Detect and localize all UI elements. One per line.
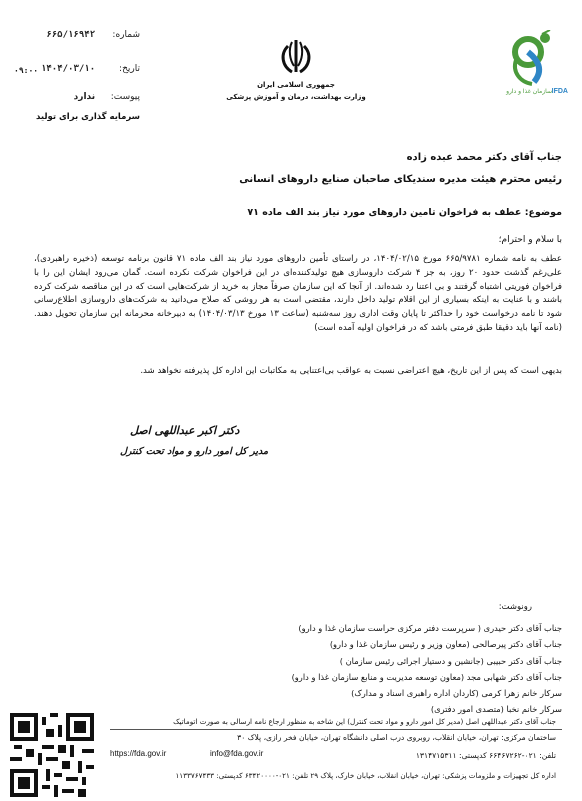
footer-divider <box>110 729 562 730</box>
letter-number-value: ۶۶۵/۱۶۹۴۲ <box>46 30 96 40</box>
cc-item: جناب آقای دکتر حبیبی (جانشین و دستیار اجرائی رئیس سازمان ) <box>339 655 562 666</box>
letter-number-row <box>40 30 140 40</box>
investment-note: سرمایه گذاری برای تولید <box>35 112 140 122</box>
fda-logo <box>498 30 568 100</box>
letter-subject: موضوع: عطف به فراخوان تامین داروهای مورد نیاز بند الف ماده ۷۱ <box>247 207 562 218</box>
emblem-line-1: جمهوری اسلامی ایران <box>257 81 335 89</box>
emblem-line-2: وزارت بهداشت، درمان و آموزش پزشکی <box>226 93 366 101</box>
letter-number-label: شماره: <box>112 30 140 40</box>
footer-email[interactable]: info@fda.gov.ir <box>210 749 264 758</box>
fda-logo-icon <box>498 30 568 90</box>
attachment-label: پیوست: <box>110 92 140 102</box>
cc-list <box>42 620 562 718</box>
iran-emblem-icon <box>276 36 316 78</box>
fda-logo-abbr: IFDA <box>551 88 568 95</box>
cc-heading: رونوشت: <box>498 602 532 612</box>
signatory-name: دکتر اکبر عبداللهی اصل <box>130 424 240 437</box>
cc-item: سرکار خانم زهرا کرمی (کاردان اداره راهبری اسناد و مدارک) <box>351 688 562 699</box>
footer-phone: تلفن: ۰۲۱-۶۶۴۶۷۲۶۲ کدپستی: ۱۳۱۴۷۱۵۳۱۱ <box>415 751 556 760</box>
qr-code-icon <box>10 713 94 797</box>
fda-logo-text: سازمان غذا و دارو <box>506 88 552 95</box>
attachment-row <box>40 92 140 102</box>
cc-item: جناب آقای دکتر پیرصالحی (معاون وزیر و رئیس سازمان غذا و دارو) <box>329 639 562 650</box>
letter-date-row <box>40 64 140 74</box>
cc-item: جناب آقای دکتر حیدری ( سرپرست دفتر مرکزی حراست سازمان غذا و دارو) <box>298 623 562 633</box>
footer-line-1: جناب آقای دکتر عبداللهی اصل (مدیر کل امور دارو و مواد تحت کنترل) این شاخه به منظور ارجاع نامه ارسالی به صورت اتوماتیک <box>173 717 556 726</box>
qr-code <box>10 713 94 797</box>
letter-body: عطف به نامه شماره ۶۶۵/۹۷۸۱ مورخ ۱۴۰۴/۰۲/۱۵، در راستای تأمین داروهای مورد نیاز بند الف ماده ۷۱ قانون برنامه توسعه (ذخیره راهبردی)، علی‌رغم گذشت حدود ۲۰ روز، به جز ۴ شرکت داروسازی هیچ تولیدکننده‌ای در این فراخوان شرکت نکرده است. گمان می‌رود ایشان این را با فراخوان فوریتی اشتباه گرفتند و بی اعتنا رد شده‌اند. از آنجا که این سازمان صرفاً مجاز به خرید از شرکت‌هایی است که در این مناقصه شرکت کرده باشند و با عنایت به اینکه بسیاری از این اقلام تولید داخل دارند، مقتضی است به هر روشی که صلاح می‌دانید به شرکت‌های داروسازی اطلاع‌رسانی شود تا نامه درخواست خود را حداکثر تا پایان وقت اداری روز سه‌شنبه (ساعت ۱۳ مورخ ۱۴۰۴/۰۳/۱۳) به دبیرخانه محرمانه این سازمان تحویل دهند. (نامه آنها باید دقیقا طبق فرمتی باشد که در فراخوان اولیه آمده است) <box>34 254 562 333</box>
cc-item: سرکار خانم نخبا (متصدی امور دفتری) <box>430 704 562 715</box>
footer-branch-address: اداره کل تجهیزات و ملزومات پزشکی: تهران، خیابان انقلاب، خیابان خارک، پلاک ۲۹ تلفن: ۰۲۱-۶۳۴۲۰۰۰۰ کدپستی: ۱۱۳۳۷۶۷۴۳۳ <box>175 771 556 780</box>
letter-date-label: تاریخ: <box>119 64 140 74</box>
attachment-value: ندارد <box>73 92 96 102</box>
letter-closing: بدیهی است که پس از این تاریخ، هیچ اعتراضی نسبت به عواقب بی‌اعتنایی به مکاتبات این اداره کل پذیرفته نخواهد شد. <box>140 366 562 376</box>
cc-item: جناب آقای دکتر شهابی مجد (معاون توسعه مدیریت و منابع سازمان غذا و دارو) <box>291 671 562 682</box>
signatory-title: مدیر کل امور دارو و مواد تحت کنترل <box>120 446 269 457</box>
footer-address: ساختمان مرکزی: تهران، خیابان انقلاب، روبروی درب اصلی دانشگاه تهران، خیابان فخر رازی، پلاک ۳۰ <box>237 733 556 742</box>
footer-website[interactable]: https://fda.gov.ir <box>110 749 167 758</box>
salutation: با سلام و احترام؛ <box>498 235 562 245</box>
addressee-line-2: رئیس محترم هیئت مدیره سندیکای صاحبان صنایع داروهای انسانی <box>239 174 562 185</box>
addressee-line-1: جناب آقای دکتر محمد عبده زاده <box>406 152 562 163</box>
letter-date-value: ۱۴۰۴/۰۳/۱۰ <box>40 64 96 74</box>
letter-time-value: ۰۹:۰۰ <box>14 66 39 75</box>
iran-emblem <box>276 36 316 78</box>
